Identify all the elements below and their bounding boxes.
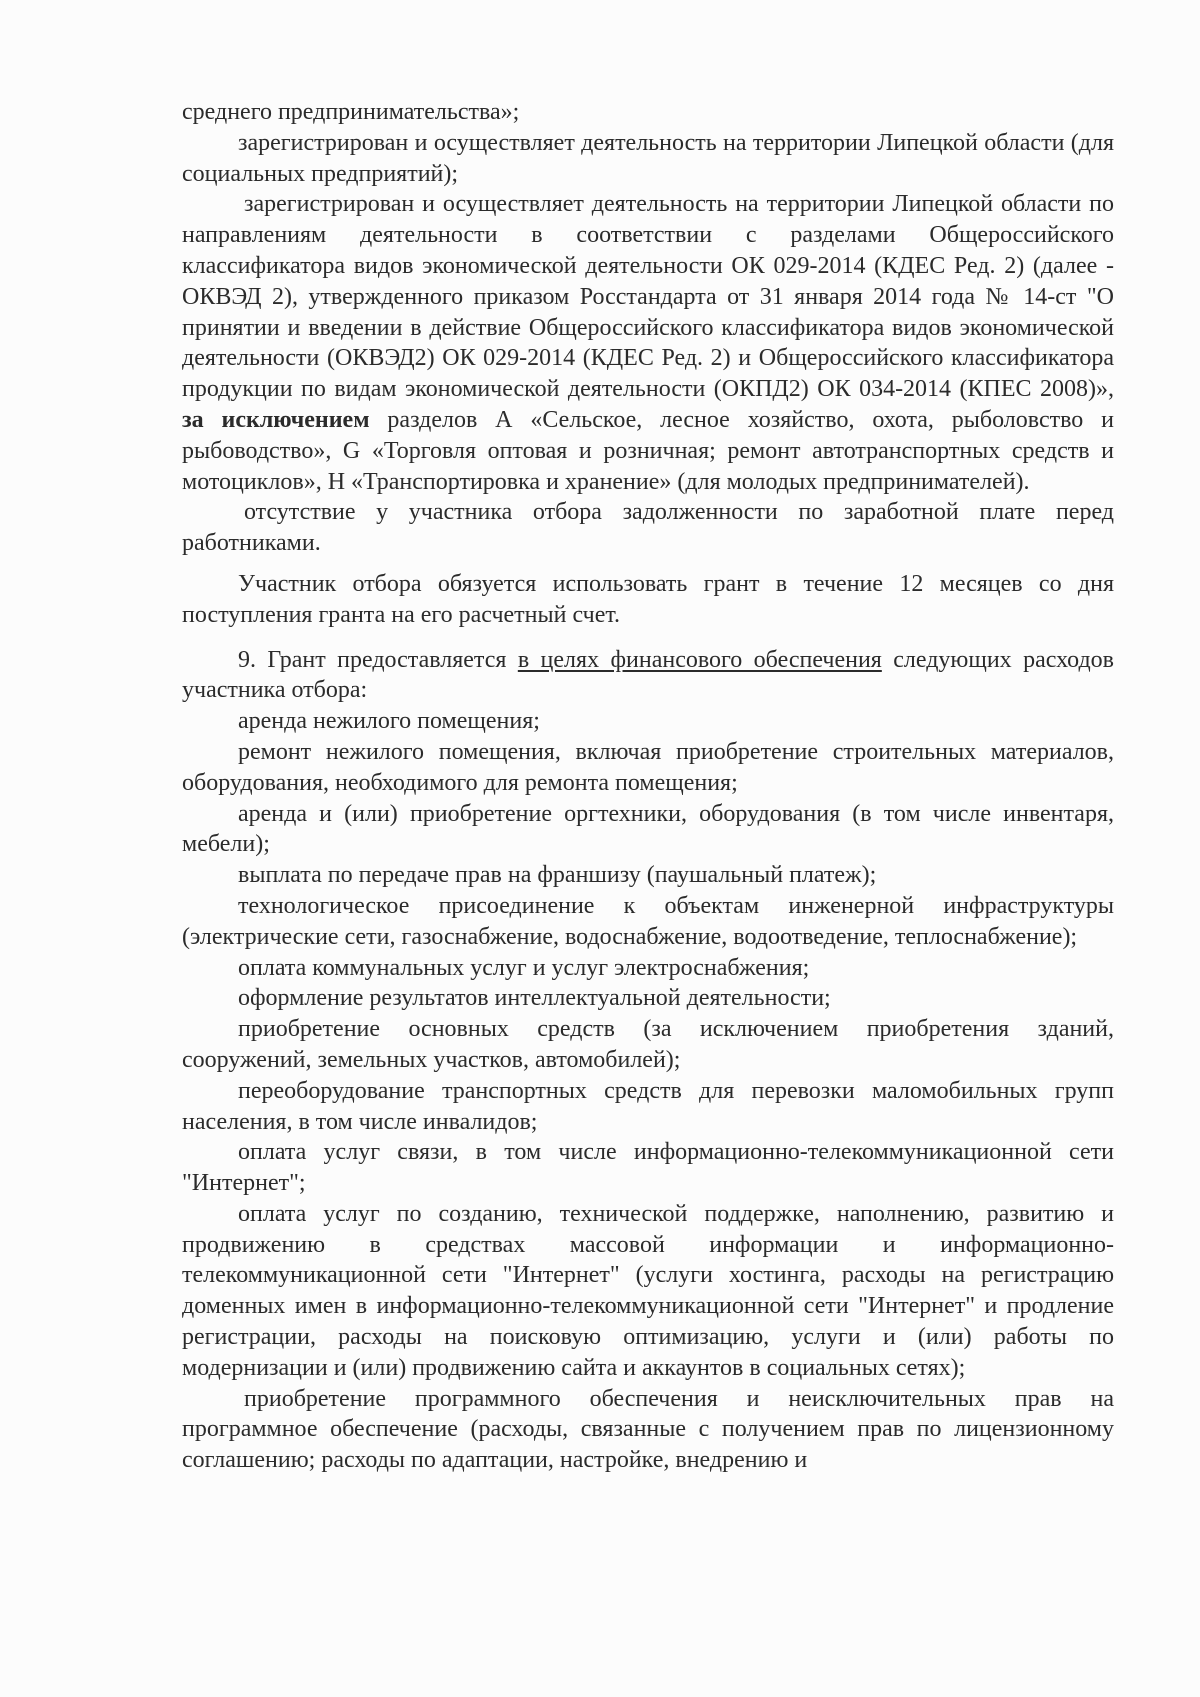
okved-exception-bold: за исключением <box>182 406 370 433</box>
expense-item: переоборудование транспортных средств для перевозки маломобильных групп населения, в том числе инвалидов; <box>182 1077 1114 1135</box>
paragraph-criterion-no-debt: отсутствие у участника отбора задолженности по заработной плате перед работниками. <box>182 499 1114 557</box>
paragraph-clause-9 <box>182 645 1114 707</box>
expense-item: приобретение программного обеспечения и неисключительных прав на программное обеспечение (расходы, связанные с получением прав по лицензионному соглашению; расходы по адаптации, настройке, внедрению и <box>182 1385 1114 1474</box>
clause-9-text-part1: 9. Грант предоставляется <box>238 646 518 673</box>
paragraph-criterion-okved <box>182 189 1114 497</box>
paragraph-grant-usage-term: Участник отбора обязуется использовать грант в течение 12 месяцев со дня поступления гранта на его расчетный счет. <box>182 570 1114 628</box>
expense-item: приобретение основных средств (за исключением приобретения зданий, сооружений, земельных участков, автомобилей); <box>182 1016 1114 1073</box>
expense-item: выплата по передаче прав на франшизу (паушальный платеж); <box>238 862 877 889</box>
expense-item: оформление результатов интеллектуальной деятельности; <box>238 985 831 1012</box>
expense-item: технологическое присоединение к объектам инженерной инфраструктуры (электрические сети, газоснабжение, водоснабжение, водоотведение, теплоснабжение); <box>182 892 1114 950</box>
paragraph-criterion-social: зарегистрирован и осуществляет деятельность на территории Липецкой области (для социальных предприятий); <box>182 129 1114 187</box>
okved-text-part2: разделов А «Сельское, лесное хозяйство, охота, рыболовство и рыбоводство», G «Торговля оптовая и розничная; ремонт автотранспортных средств и мотоциклов», Н «Транспортировка и хранение» (для молодых предпринимателей). <box>182 406 1114 495</box>
expense-item: аренда и (или) приобретение оргтехники, оборудования (в том числе инвентаря, мебели); <box>182 800 1114 858</box>
expense-item: оплата услуг по созданию, технической поддержке, наполнению, развитию и продвижению в средствах массовой информации и информационно-телекоммуникационной сети "Интернет" (услуги хостинга, расходы на регистрацию доменных имен в информационно-телекоммуникационной сети "Интернет" и продление регистрации, расходы на поисковую оптимизацию, услуги и (или) работы по модернизации и (или) продвижению сайта и аккаунтов в социальных сетях); <box>182 1200 1114 1381</box>
clause-9-underlined: в целях финансового обеспечения <box>517 646 882 673</box>
clause-9-text-part2: следующих расходов участника отбора: <box>182 646 1114 704</box>
expense-item: аренда нежилого помещения; <box>238 708 540 735</box>
expense-item: ремонт нежилого помещения, включая приобретение строительных материалов, оборудования, необходимого для ремонта помещения; <box>182 738 1114 796</box>
expense-item: оплата коммунальных услуг и услуг электроснабжения; <box>238 954 810 981</box>
paragraph-continuation: среднего предпринимательства»; <box>182 99 520 125</box>
document-body <box>182 97 1114 1476</box>
okved-text-part1: зарегистрирован и осуществляет деятельность на территории Липецкой области по направлениям деятельности в соответствии с разделами Общероссийского классификатора видов экономической деятельности ОК 029-2014 (КДЕС Ред. 2) (далее - ОКВЭД 2), утвержденного приказом Росстандарта от 31 января 2014 года № 14-ст "О принятии и введении в действие Общероссийского классификатора видов экономической деятельности (ОКВЭД2) ОК 029-2014 (КДЕС Ред. 2) и Общероссийского классификатора продукции по видам экономической деятельности (ОКПД2) ОК 034-2014 (КПЕС 2008)», <box>182 191 1114 403</box>
expense-item: оплата услуг связи, в том числе информационно-телекоммуникационной сети "Интернет"; <box>182 1139 1114 1197</box>
